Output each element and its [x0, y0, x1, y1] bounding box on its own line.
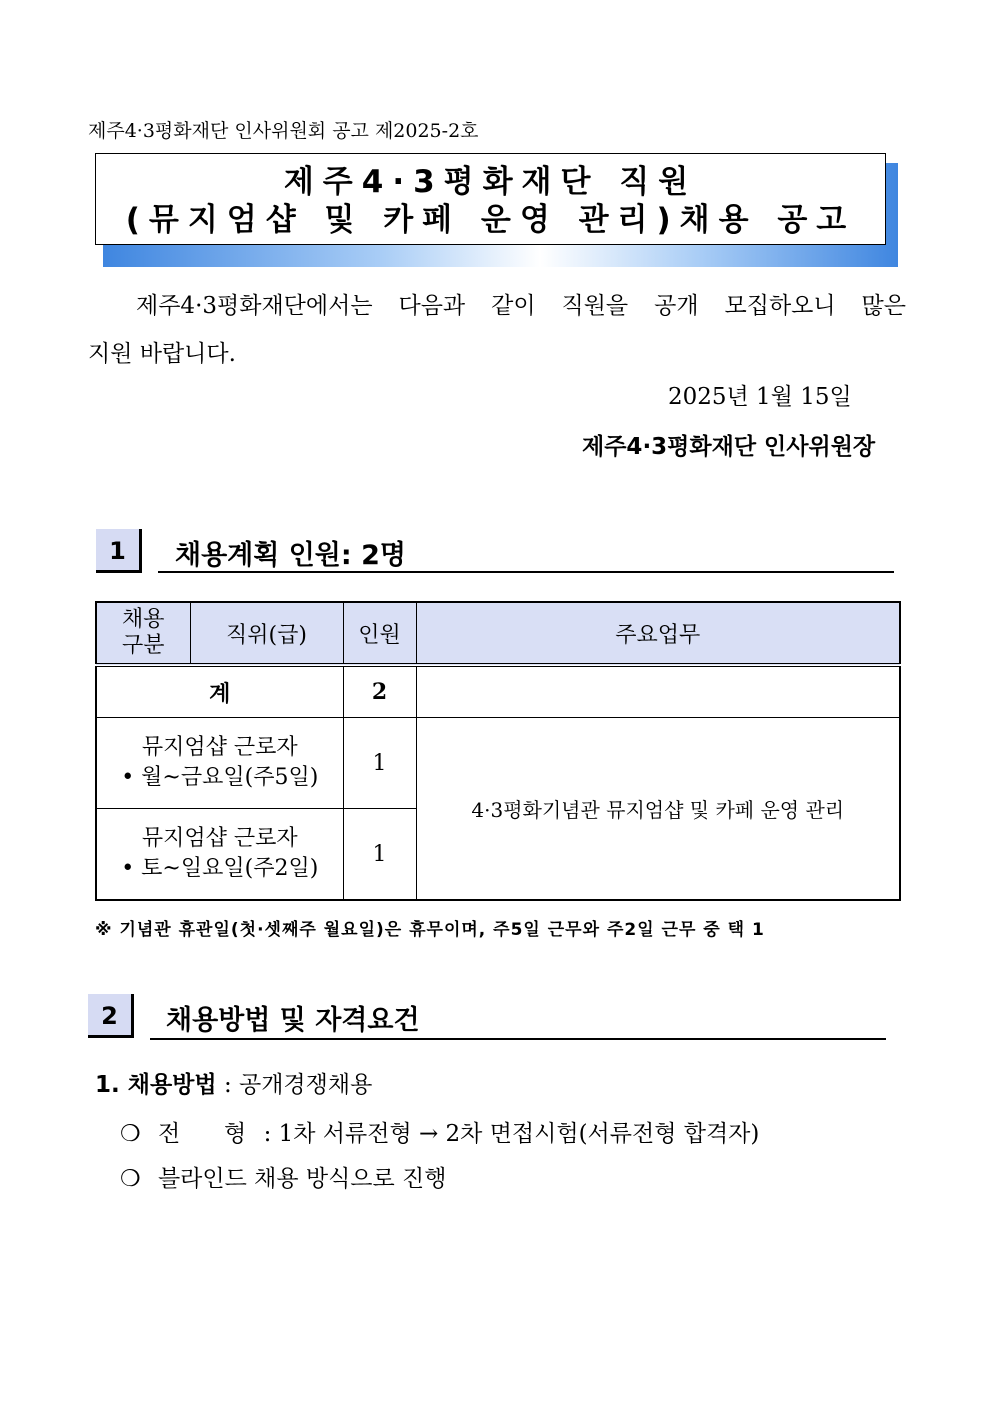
bullet-item-2 [120, 1160, 447, 1193]
bullet-text-1: : 1차 서류전형 → 2차 면접시험(서류전형 합격자) [263, 1121, 760, 1147]
total-label: 계 [96, 665, 343, 718]
row-1-position-cell [96, 718, 343, 809]
row-1-schedule: • 월~금요일(주5일) [121, 765, 319, 790]
table-row [96, 718, 900, 809]
recruitment-plan-table [95, 601, 901, 901]
section-1-number: 1 [96, 529, 142, 573]
title-line-1: 제주4·3평화재단 직원 [283, 164, 698, 200]
total-duties [416, 665, 900, 718]
method-value: : 공개경쟁채용 [223, 1072, 373, 1098]
header-duties: 주요업무 [416, 602, 900, 665]
row-2-position: 뮤지엄샵 근로자 [141, 826, 298, 851]
table-footnote: ※ 기념관 휴관일(첫·셋째주 월요일)은 휴무이며, 주5일 근무와 주2일 근무 중 택 1 [95, 920, 765, 940]
method-line [95, 1066, 372, 1099]
bullet-item-1 [120, 1115, 759, 1148]
section-2-title: 채용방법 및 자격요건 [166, 1005, 420, 1036]
section-2-underline [150, 1038, 886, 1040]
row-1-position: 뮤지엄샵 근로자 [141, 735, 298, 760]
row-2-schedule: • 토~일요일(주2일) [121, 856, 319, 881]
signer: 제주4·3평화재단 인사위원장 [582, 434, 876, 460]
notice-number: 제주4·3평화재단 인사위원회 공고 제2025-2호 [88, 120, 479, 142]
intro-line-2: 지원 바랍니다. [88, 341, 236, 367]
table-header-row [96, 602, 900, 665]
section-1-underline [158, 571, 894, 573]
duty-text: 4·3평화기념관 뮤지엄샵 및 카페 운영 관리 [416, 718, 900, 901]
title-box [95, 153, 886, 245]
bullet-text-2: 블라인드 채용 방식으로 진행 [157, 1166, 447, 1192]
intro-paragraph [88, 282, 906, 330]
title-line-2: (뮤지엄샵 및 카페 운영 관리)채용 공고 [125, 202, 856, 238]
bullet-mark-2: ❍ [120, 1166, 141, 1192]
total-count: 2 [343, 665, 416, 718]
header-count: 인원 [343, 602, 416, 665]
method-label: 1. 채용방법 [95, 1072, 217, 1098]
header-category: 채용 구분 [96, 602, 190, 665]
section-1-title: 채용계획 인원: 2명 [175, 540, 406, 571]
table-total-row [96, 665, 900, 718]
row-2-position-cell [96, 809, 343, 901]
row-2-count: 1 [343, 809, 416, 901]
bullet-label-1: 전 형 [157, 1121, 247, 1147]
bullet-mark-1: ❍ [120, 1121, 141, 1147]
header-position: 직위(급) [190, 602, 343, 665]
announcement-date: 2025년 1월 15일 [668, 384, 852, 410]
row-1-count: 1 [343, 718, 416, 809]
intro-line-1: 제주4·3평화재단에서는 다음과 같이 직원을 공개 모집하오니 많은 [136, 293, 906, 319]
section-2-number: 2 [88, 994, 134, 1038]
